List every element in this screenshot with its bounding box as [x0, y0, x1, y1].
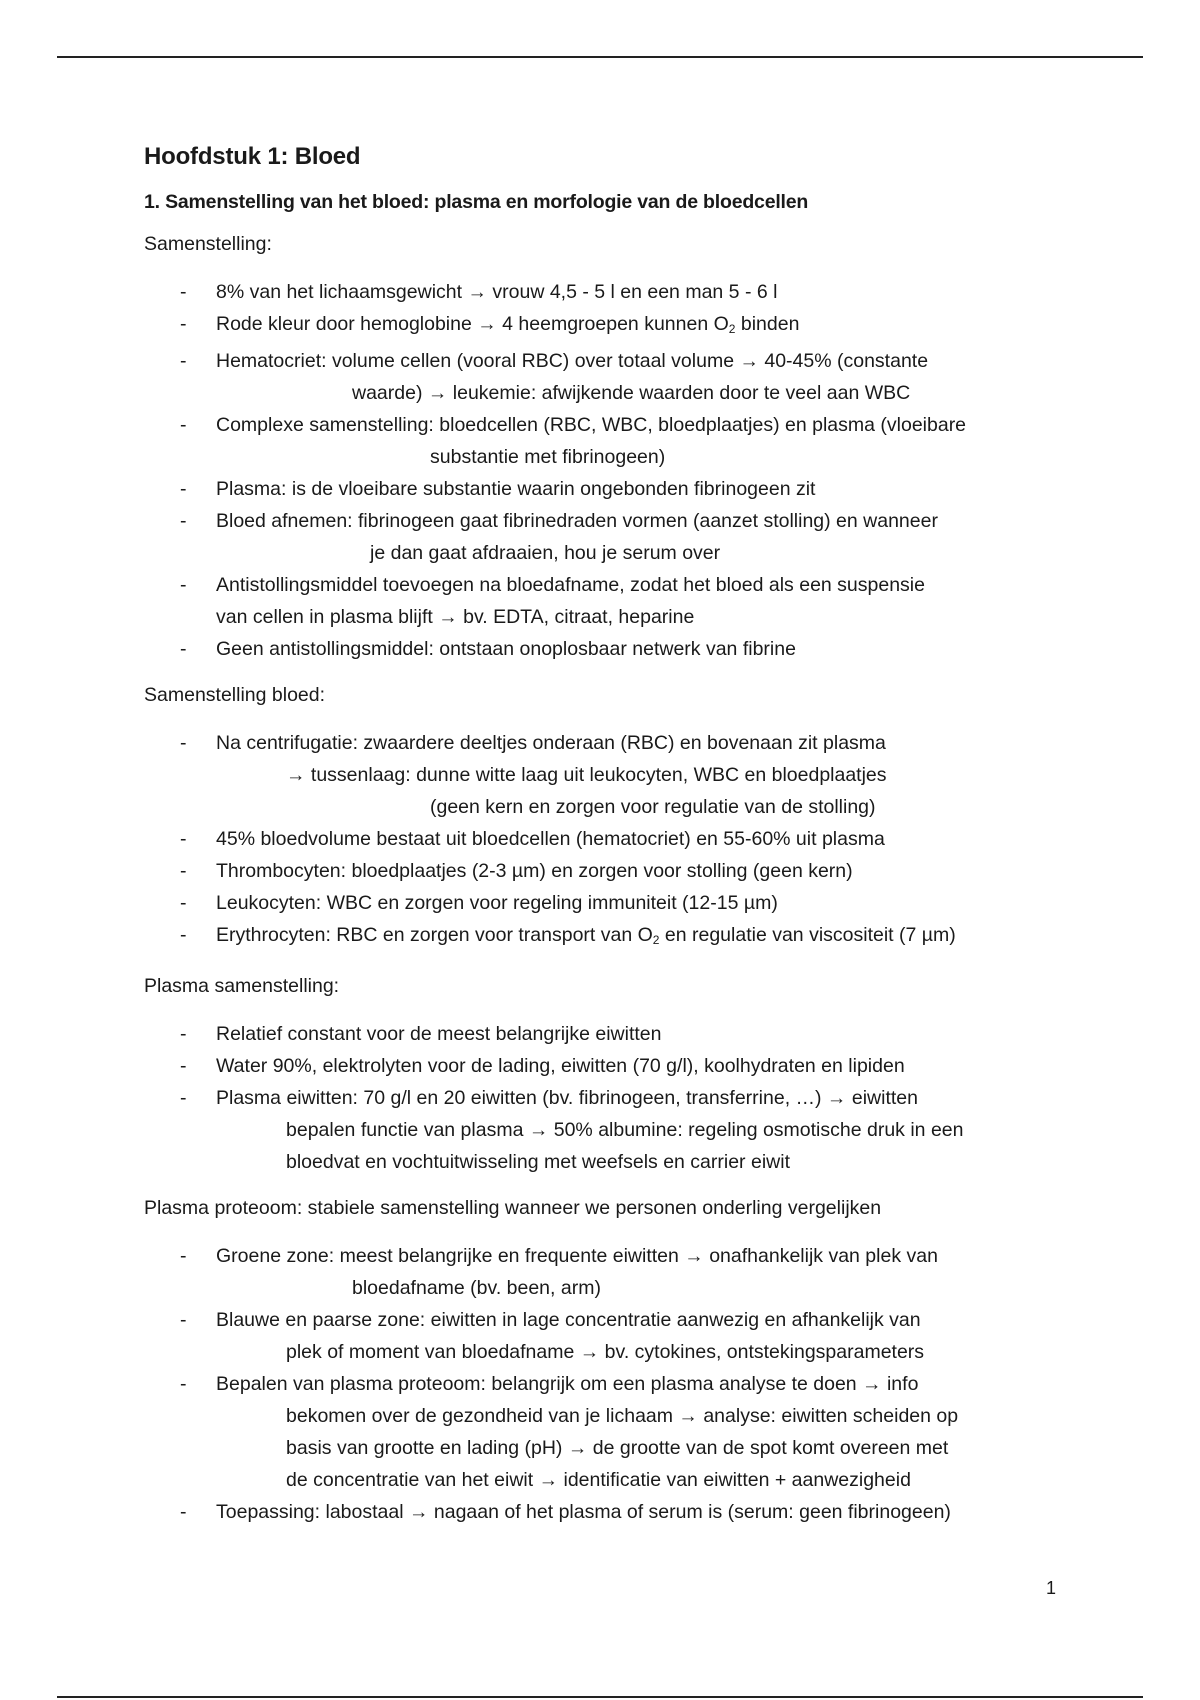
document-body — [144, 143, 1064, 1542]
list-item: - Geen antistollingsmiddel: ontstaan onoplosbaar netwerk van fibrine — [144, 633, 1064, 665]
list-item: - Relatief constant voor de meest belangrijke eiwitten — [144, 1018, 1064, 1050]
list-plasma-proteoom — [144, 1240, 1064, 1528]
list-item: - Bepalen van plasma proteoom: belangrijk om een plasma analyse te doen → info bekomen over de gezondheid van je lichaam → analyse: eiwitten scheiden op basis van grootte en lading (pH) → de grootte van de spot komt overeen met de concentratie van het eiwit → identificatie van eiwitten + aanwezigheid — [144, 1368, 1064, 1496]
list-item: - Toepassing: labostaal → nagaan of het plasma of serum is (serum: geen fibrinogeen) — [144, 1496, 1064, 1528]
chapter-title: Hoofdstuk 1: Bloed — [144, 143, 361, 170]
list-item: - Leukocyten: WBC en zorgen voor regeling immuniteit (12-15 µm) — [144, 887, 1064, 919]
list-item: - 8% van het lichaamsgewicht → vrouw 4,5 - 5 l en een man 5 - 6 l — [144, 276, 1064, 308]
page-number: 1 — [1046, 1578, 1057, 1598]
list-item: - Thrombocyten: bloedplaatjes (2-3 µm) en zorgen voor stolling (geen kern) — [144, 855, 1064, 887]
list-item: - Water 90%, elektrolyten voor de lading, eiwitten (70 g/l), koolhydraten en lipiden — [144, 1050, 1064, 1082]
list-item: - Antistollingsmiddel toevoegen na bloedafname, zodat het bloed als een suspensie van cellen in plasma blijft → bv. EDTA, citraat, heparine — [144, 569, 1064, 633]
list-item: - Rode kleur door hemoglobine → 4 heemgroepen kunnen $O_2$ binden — [144, 308, 1064, 345]
list-item: - Hematocriet: volume cellen (vooral RBC) over totaal volume → 40-45% (constante waarde) → leukemie: afwijkende waarden door te veel aan WBC — [144, 345, 1064, 409]
list-item: - Plasma eiwitten: 70 g/l en 20 eiwitten (bv. fibrinogeen, transferrine, …) → eiwitten bepalen functie van plasma → 50% albumine: regeling osmotische druk in een bloedvat en vochtuitwisseling met weefsels en carrier eiwit — [144, 1082, 1064, 1178]
list-item: - Na centrifugatie: zwaardere deeltjes onderaan (RBC) en bovenaan zit plasma → tussenlaag: dunne witte laag uit leukocyten, WBC en bloedplaatjes (geen kern en zorgen voor regulatie van de stolling) — [144, 727, 1064, 823]
section-label-samenstelling-bloed: Samenstelling bloed: — [144, 684, 326, 706]
list-plasma-samenstelling — [144, 1018, 1064, 1178]
section-label-plasma-samenstelling: Plasma samenstelling: — [144, 975, 340, 997]
list-samenstelling-bloed — [144, 727, 1064, 956]
section-label-plasma-proteoom: Plasma proteoom: stabiele samenstelling wanneer we personen onderling vergelijken — [144, 1197, 882, 1219]
list-item: - Groene zone: meest belangrijke en frequente eiwitten → onafhankelijk van plek van bloedafname (bv. been, arm) — [144, 1240, 1064, 1304]
footer-rule — [57, 1696, 1143, 1698]
list-item: - Erythrocyten: RBC en zorgen voor transport van $O_2$ en regulatie van viscositeit (7 µm) — [144, 919, 1064, 956]
list-item: - Complexe samenstelling: bloedcellen (RBC, WBC, bloedplaatjes) en plasma (vloeibare substantie met fibrinogeen) — [144, 409, 1064, 473]
header-rule — [57, 56, 1143, 58]
list-item: - Blauwe en paarse zone: eiwitten in lage concentratie aanwezig en afhankelijk van plek of moment van bloedafname → bv. cytokines, ontstekingsparameters — [144, 1304, 1064, 1368]
list-samenstelling — [144, 276, 1064, 665]
list-item: - Bloed afnemen: fibrinogeen gaat fibrinedraden vormen (aanzet stolling) en wanneer je dan gaat afdraaien, hou je serum over — [144, 505, 1064, 569]
list-item: - 45% bloedvolume bestaat uit bloedcellen (hematocriet) en 55-60% uit plasma — [144, 823, 1064, 855]
list-item: - Plasma: is de vloeibare substantie waarin ongebonden fibrinogeen zit — [144, 473, 1064, 505]
section-label-samenstelling: Samenstelling: — [144, 233, 272, 255]
section-heading: 1. Samenstelling van het bloed: plasma en morfologie van de bloedcellen — [144, 191, 809, 213]
